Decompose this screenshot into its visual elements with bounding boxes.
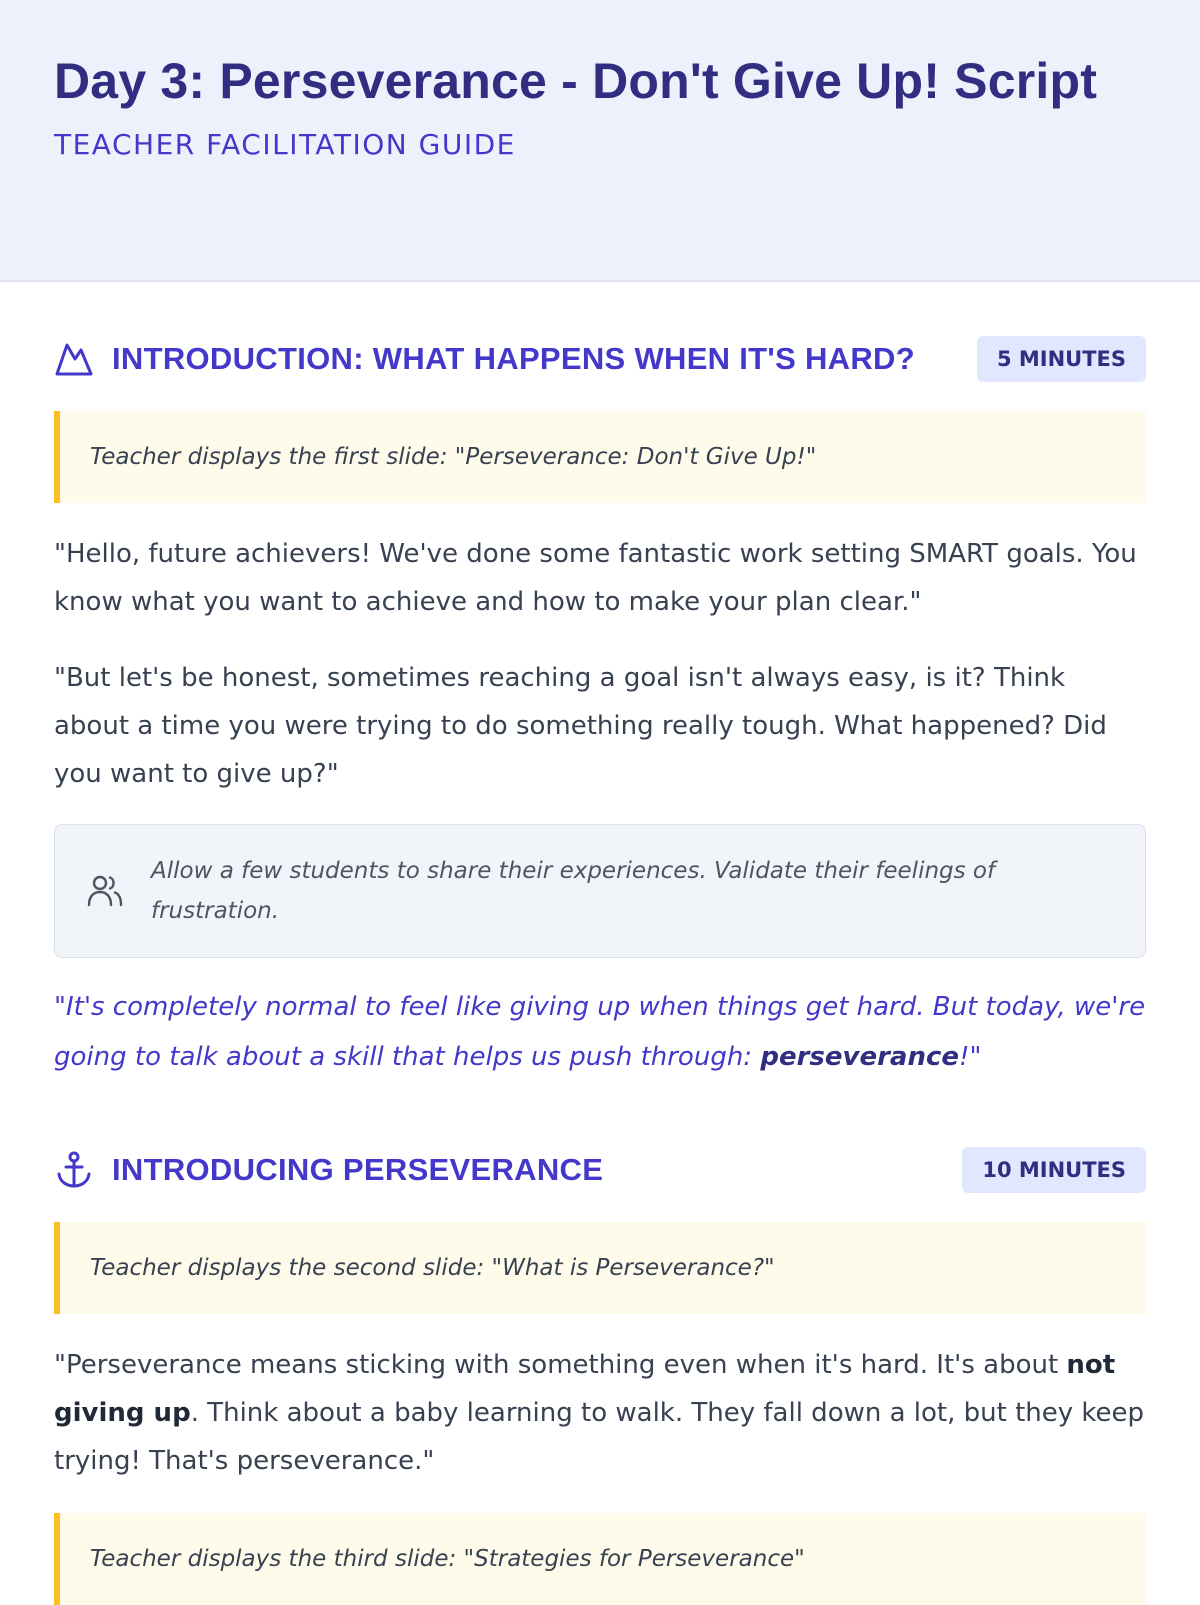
- duration-badge: 5 MINUTES: [977, 336, 1146, 382]
- script-content: [0, 334, 1200, 1605]
- teacher-quote: [54, 982, 1146, 1082]
- slide-cue: Teacher displays the third slide: "Strategies for Perseverance": [54, 1513, 1146, 1605]
- quote-emphasis: perseverance: [760, 1042, 960, 1072]
- section-title: INTRODUCING PERSEVERANCE: [112, 1152, 604, 1187]
- paragraph-emphasis: not giving up: [54, 1350, 1116, 1428]
- page-title: Day 3: Perseverance - Don't Give Up! Script: [54, 53, 1098, 109]
- duration-badge: 10 MINUTES: [962, 1147, 1146, 1193]
- anchor-icon: [54, 1150, 94, 1190]
- slide-cue: Teacher displays the first slide: "Perseverance: Don't Give Up!": [54, 411, 1146, 503]
- section-introducing-perseverance: [54, 1145, 1146, 1605]
- users-icon: [85, 871, 125, 911]
- page-header: [0, 0, 1200, 282]
- facilitation-note: [54, 824, 1146, 958]
- section-header: [54, 334, 1146, 384]
- note-text: Allow a few students to share their experiences. Validate their feelings of frustration.: [151, 858, 996, 924]
- paragraph-text: "Perseverance means sticking with something even when it's hard. It's about: [54, 1350, 1067, 1380]
- script-paragraph: [54, 1341, 1146, 1485]
- slide-cue: Teacher displays the second slide: "What is Perseverance?": [54, 1222, 1146, 1314]
- mountain-icon: [54, 339, 94, 379]
- quote-text: "It's completely normal to feel like giving up when things get hard. But today, we're going to talk about a skill that helps us push through:: [54, 992, 1146, 1072]
- script-paragraph: "Hello, future achievers! We've done some fantastic work setting SMART goals. You know what you want to achieve and how to make your plan clear.": [54, 539, 1137, 617]
- section-title: INTRODUCTION: WHAT HAPPENS WHEN IT'S HARD?: [112, 341, 915, 376]
- script-paragraph: "But let's be honest, sometimes reaching a goal isn't always easy, is it? Think about a time you were trying to do something really tough. What happened? Did you want to give up?": [54, 663, 1107, 789]
- paragraph-text-end: . Think about a baby learning to walk. They fall down a lot, but they keep trying! That's perseverance.": [54, 1398, 1145, 1476]
- section-introduction: [54, 334, 1146, 1082]
- page-subtitle: TEACHER FACILITATION GUIDE: [54, 128, 516, 161]
- quote-text-end: !": [959, 1042, 982, 1072]
- section-header: [54, 1145, 1146, 1195]
